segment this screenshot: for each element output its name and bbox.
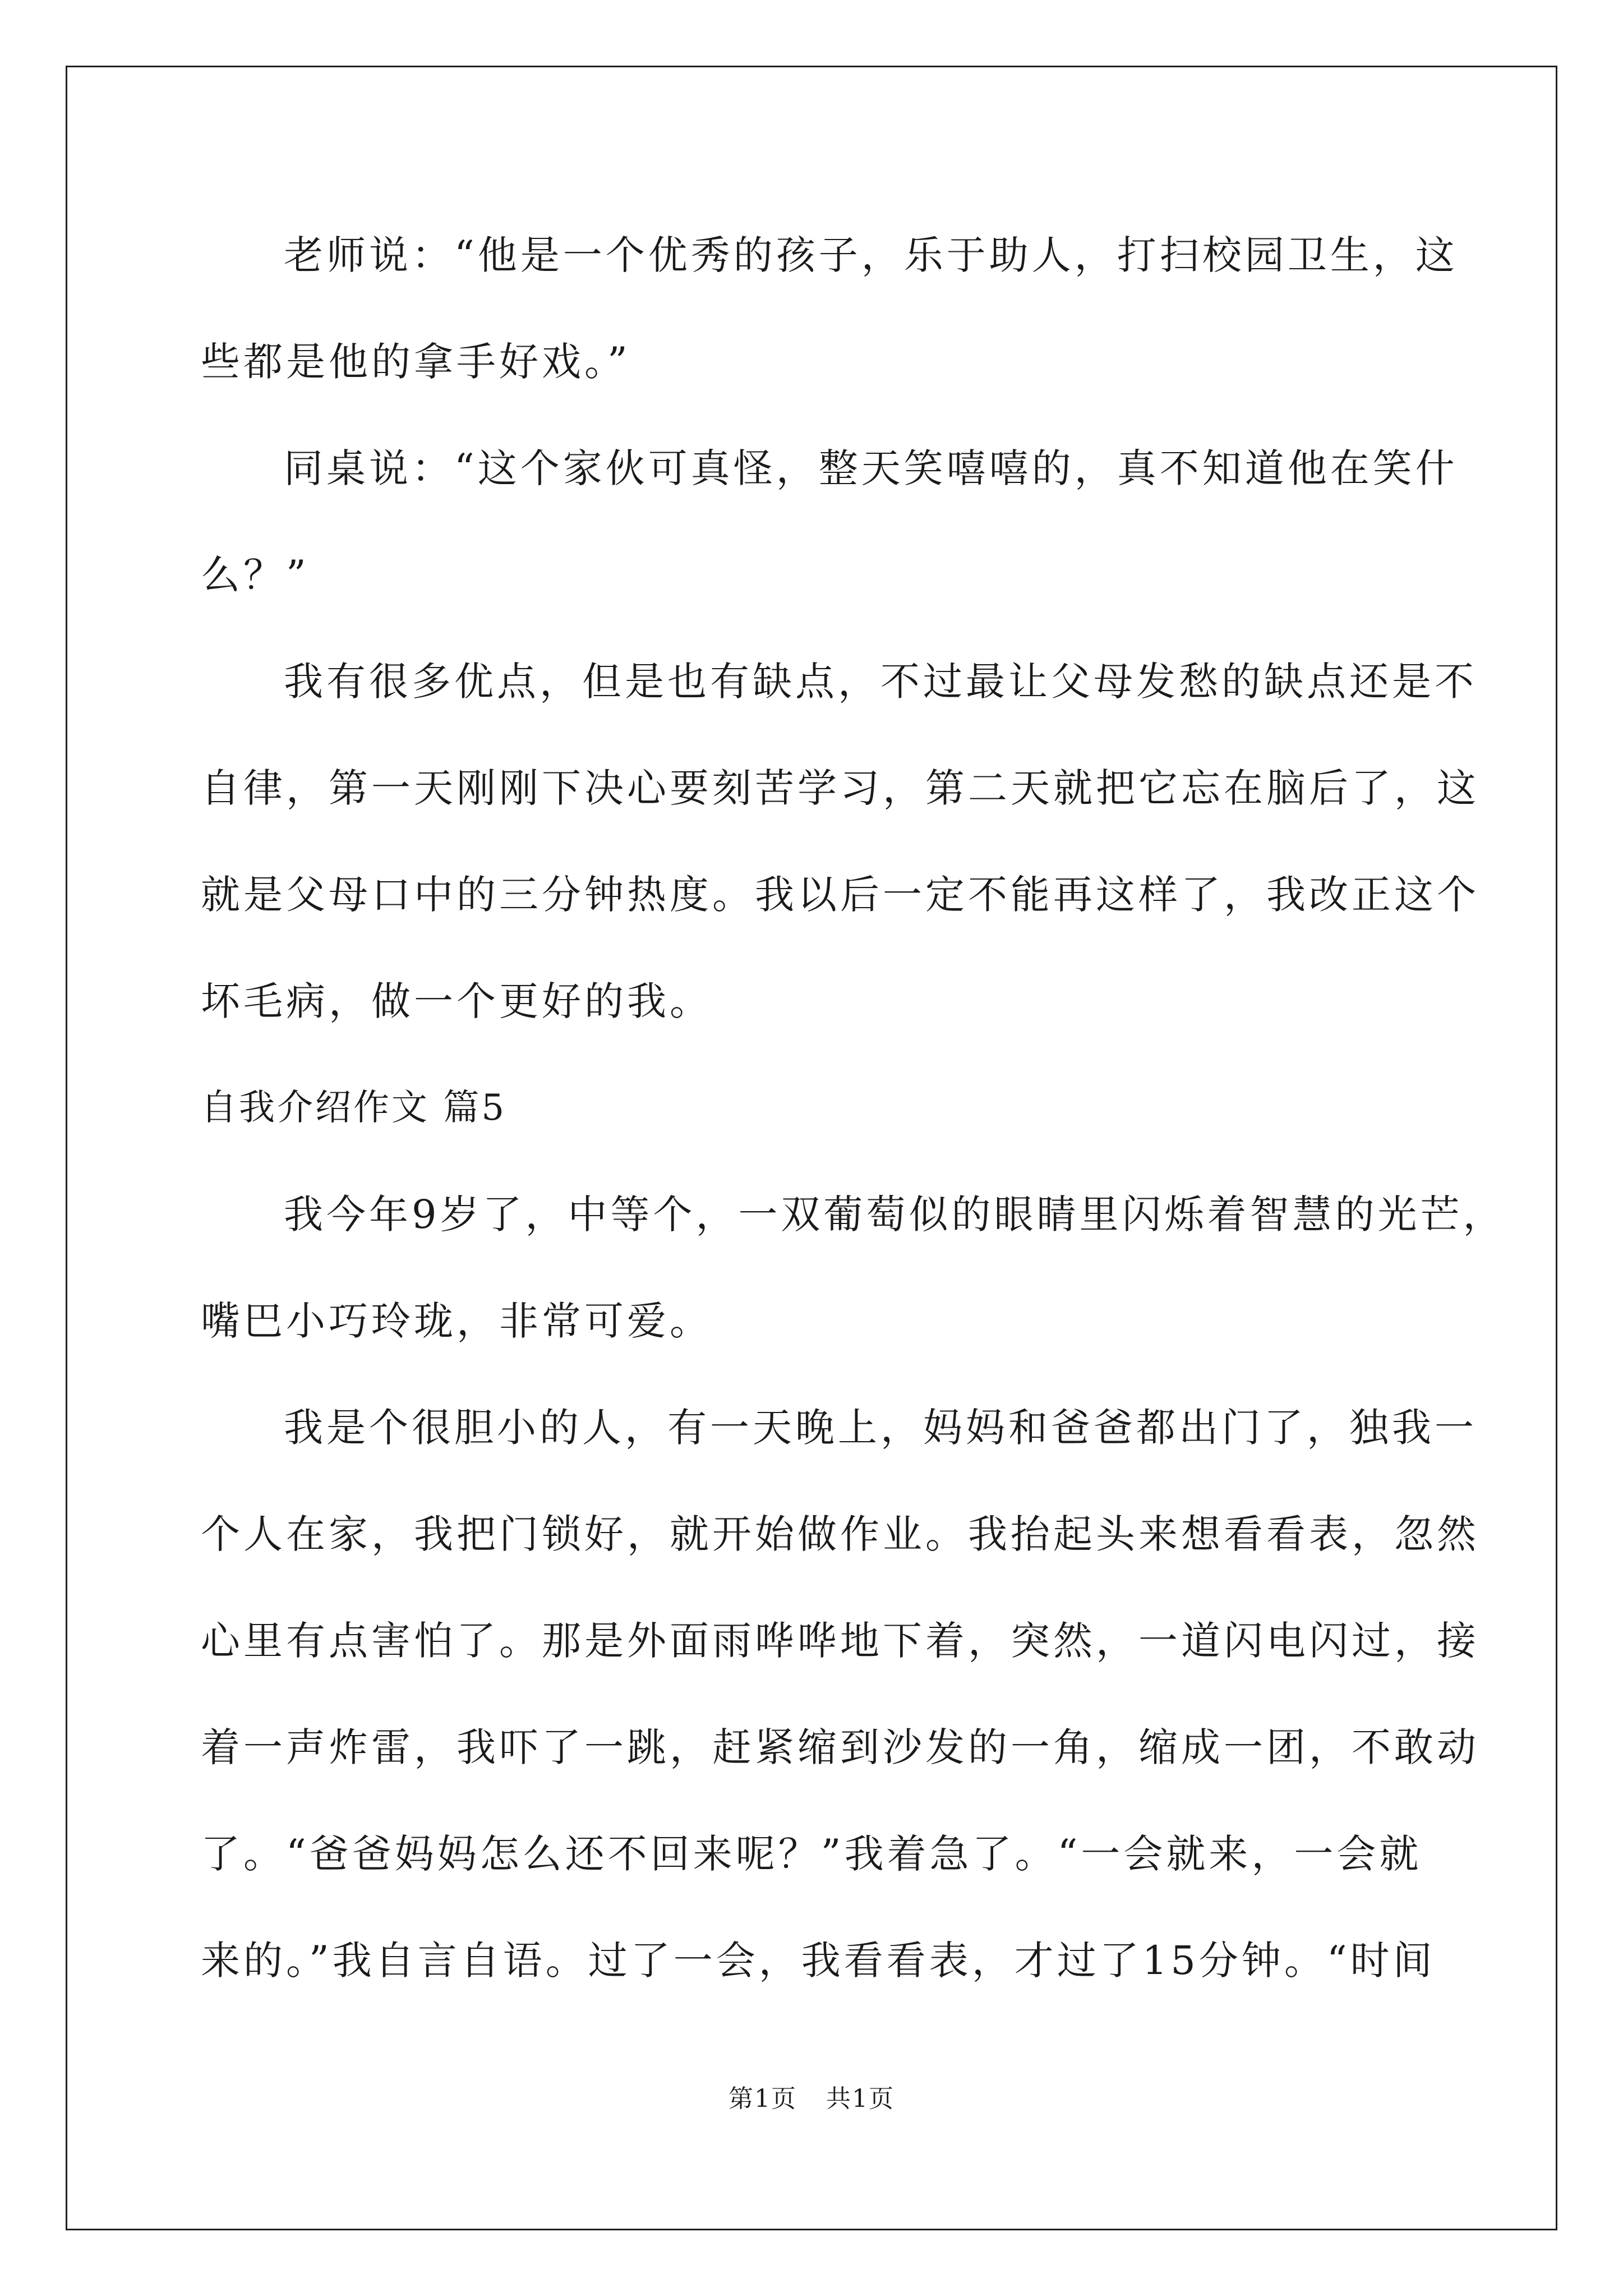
text-line: 就是父母口中的三分钟热度。我以后一定不能再这样了，我改正这个 [201,872,1479,918]
text-line: 坏毛病，做一个更好的我。 [201,978,712,1024]
text-line: 我是个很胆小的人，有一天晚上，妈妈和爸爸都出门了，独我一 [284,1405,1477,1451]
text-line: 心里有点害怕了。那是外面雨哗哗地下着，突然，一道闪电闪过，接 [201,1618,1479,1664]
text-line: 么？” [201,552,310,598]
text-line: 同桌说：“这个家伙可真怪，整天笑嘻嘻的，真不知道他在笑什 [284,445,1458,491]
text-line: 个人在家，我把门锁好，就开始做作业。我抬起头来想看看表，忽然 [201,1511,1479,1557]
page-total: 共1页 [826,2085,895,2113]
text-line: 自律，第一天刚刚下决心要刻苦学习，第二天就把它忘在脑后了，这 [201,765,1479,811]
section-heading: 自我介绍作文 篇5 [201,1087,507,1129]
text-line: 我今年9岁了，中等个，一双葡萄似的眼睛里闪烁着智慧的光芒， [284,1191,1506,1237]
document-body [201,202,1506,2014]
text-line: 着一声炸雷，我吓了一跳，赶紧缩到沙发的一角，缩成一团，不敢动 [201,1724,1479,1770]
text-line: 来的。”我自言自语。过了一会，我看看表，才过了15分钟。“时间 [201,1938,1436,1984]
text-line: 嘴巴小巧玲珑，非常可爱。 [201,1298,712,1344]
text-line: 了。“爸爸妈妈怎么还不回来呢？”我着急了。“一会就来，一会就 [201,1831,1422,1877]
page-footer [0,2078,1623,2114]
text-line: 些都是他的拿手好戏。” [201,339,631,385]
page-number: 第1页 [728,2085,797,2113]
text-line: 老师说：“他是一个优秀的孩子，乐于助人，打扫校园卫生，这 [284,232,1458,278]
text-line: 我有很多优点，但是也有缺点，不过最让父母发愁的缺点还是不 [284,659,1477,705]
